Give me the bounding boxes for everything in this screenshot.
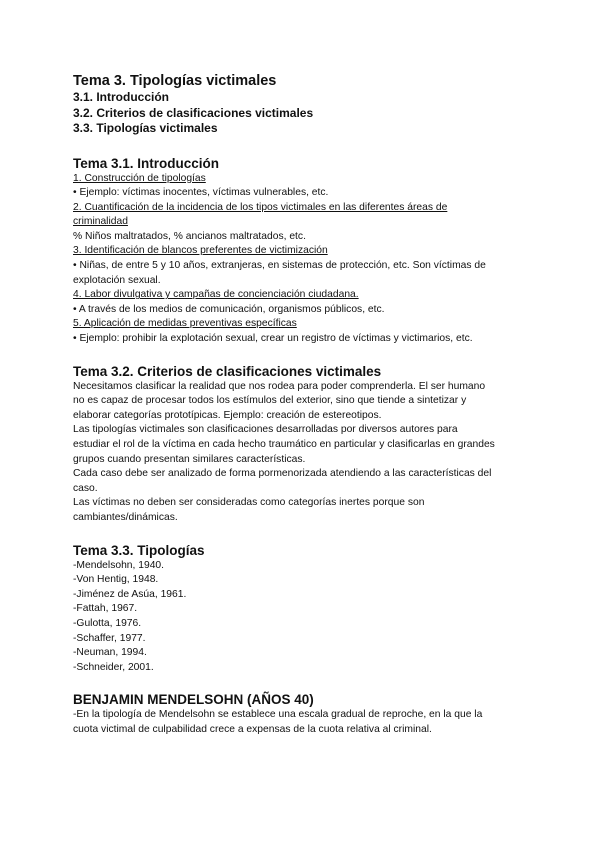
text-line: -Neuman, 1994. [73,647,147,659]
section-body [73,708,533,737]
text-line: • Niñas, de entre 5 y 10 años, extranjeras, en sistemas de protección, etc. Son víctimas de [73,260,486,272]
text-line: explotación sexual. [73,274,161,286]
text-line: no es capaz de procesar todos los estímulos del exterior, sino que tiende a sintetizar y [73,395,467,407]
text-line: • Ejemplo: víctimas inocentes, víctimas vulnerables, etc. [73,187,329,199]
text-line: caso. [73,482,98,494]
text-line: cuota victimal de culpabilidad crece a expensas de la cuota relativa al criminal. [73,723,432,735]
section-tipologias [73,542,533,676]
text-line: Cada caso debe ser analizado de forma pormenorizada atendiendo a las características del [73,468,492,480]
section-body [73,380,533,526]
text-line: Las tipologías victimales son clasificaciones desarrolladas por diversos autores para [73,424,458,436]
text-line: Las víctimas no deben ser consideradas como categorías inertes porque son [73,497,425,509]
toc-item: 3.1. Introducción [73,90,170,104]
section-title: Tema 3.3. Tipologías [73,542,205,558]
text-line: elaborar categorías prototípicas. Ejemplo: creación de estereotipos. [73,409,382,421]
toc-item: 3.2. Criterios de clasificaciones victimales [73,105,314,120]
text-line: % Niños maltratados, % ancianos maltratados, etc. [73,230,306,242]
text-line: Necesitamos clasificar la realidad que nos rodea para poder comprenderla. El ser humano [73,380,486,392]
section-body [73,559,533,676]
text-line: 5. Aplicación de medidas preventivas específicas [73,318,297,330]
text-line: -En la tipología de Mendelsohn se establece una escala gradual de reproche, en la que la [73,709,483,721]
text-line: 3. Identificación de blancos preferentes de victimización [73,245,328,257]
section-body [73,172,533,347]
section-title: BENJAMIN MENDELSOHN (AÑOS 40) [73,692,314,708]
text-line: -Schaffer, 1977. [73,632,146,644]
text-line: cambiantes/dinámicas. [73,511,178,523]
section-introduccion [73,155,533,347]
text-line: -Jiménez de Asúa, 1961. [73,588,187,600]
text-line: 4. Labor divulgativa y campañas de concienciación ciudadana. [73,289,359,301]
text-line: grupos cuando presentan similares características. [73,453,306,465]
text-line: -Gulotta, 1976. [73,617,142,629]
table-of-contents [73,90,533,137]
text-line: -Fattah, 1967. [73,603,138,615]
text-line: -Von Hentig, 1948. [73,574,159,586]
text-line: • A través de los medios de comunicación, organismos públicos, etc. [73,303,385,315]
text-line: criminalidad [73,216,128,228]
section-criterios [73,363,533,526]
text-line: estudiar el rol de la víctima en cada hecho traumático en particular y clasificarlas en grandes [73,439,495,450]
text-line: 2. Cuantificación de la incidencia de los tipos victimales en las diferentes áreas de [73,201,448,213]
document-page [73,72,533,738]
section-mendelsohn [73,691,533,737]
toc-item: 3.3. Tipologías victimales [73,121,218,135]
text-line: • Ejemplo: prohibir la explotación sexual, crear un registro de víctimas y victimarios, etc. [73,333,473,345]
main-title: Tema 3. Tipologías victimales [73,73,277,89]
text-line: -Schneider, 2001. [73,661,154,673]
section-title: Tema 3.2. Criterios de clasificaciones victimales [73,363,382,379]
text-line: -Mendelsohn, 1940. [73,559,165,571]
text-line: 1. Construcción de tipologías [73,172,206,184]
section-title: Tema 3.1. Introducción [73,155,220,171]
